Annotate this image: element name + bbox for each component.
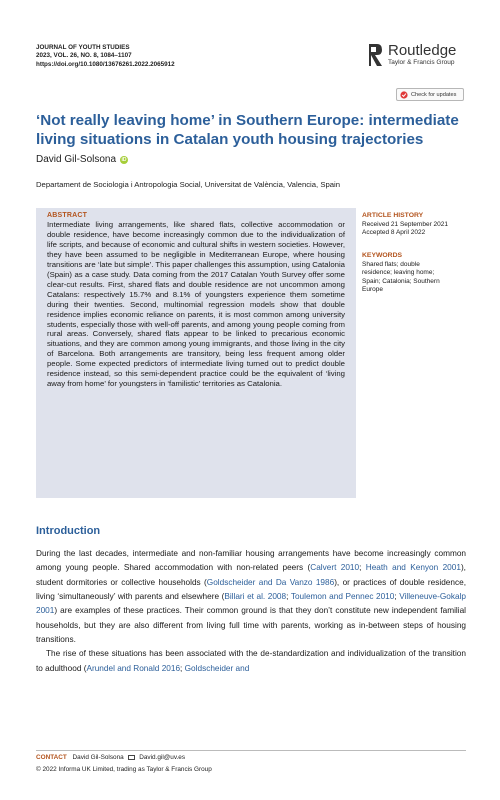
orcid-icon[interactable]: iD	[121, 156, 127, 163]
keywords-line: Shared flats; double	[362, 260, 420, 268]
author-line	[36, 154, 128, 165]
citation-link[interactable]: Calvert 2010	[310, 563, 360, 573]
section-heading-introduction: Introduction	[36, 525, 101, 537]
text-run: ;	[286, 592, 291, 602]
keywords-line: Europe	[362, 286, 383, 294]
paragraph	[36, 547, 466, 647]
mail-icon	[128, 755, 135, 760]
article-title: ‘Not really leaving home’ in Southern Europe: intermediate living situations in Catalan youth housing trajectories	[36, 112, 459, 148]
volume-line: 2023, VOL. 26, NO. 8, 1084–1107	[36, 52, 132, 60]
keywords	[362, 252, 440, 295]
citation-link[interactable]: Toulemon and Pennec 2010	[290, 592, 395, 602]
publisher-name: Routledge	[388, 42, 457, 59]
citation-link[interactable]: Arundel and Ronald 2016	[86, 663, 181, 673]
citation-link[interactable]: Goldscheider and	[184, 663, 250, 673]
keywords-line: residence; leaving home;	[362, 269, 435, 277]
check-updates-button[interactable]	[396, 88, 464, 101]
contact-email[interactable]: David.gil@uv.es	[139, 754, 186, 761]
journal-header	[36, 44, 175, 69]
text-run: ;	[359, 563, 366, 573]
text-run: ), or practices of double residence, living ‘simultaneously’ with parents and elsewhere (	[36, 577, 466, 602]
article-history-heading: ARTICLE HISTORY	[362, 212, 424, 219]
check-updates-label: Check for updates	[411, 91, 457, 98]
accepted-date: Accepted 8 April 2022	[362, 229, 426, 237]
publisher-group: Taylor & Francis Group	[388, 59, 455, 66]
contact-label: CONTACT	[36, 754, 67, 761]
publisher-logo	[368, 42, 456, 68]
text-run: ) are examples of these practices. Their common ground is that they don’t constitute new independent familial households, but they are also different from living full time with parents, working as in-between steps of housing transitions.	[36, 606, 466, 645]
contact-line	[36, 754, 466, 761]
routledge-logo-icon	[368, 42, 383, 68]
paragraph	[36, 647, 466, 676]
page-footer	[36, 750, 466, 773]
text-run: During the last decades, intermediate and non-familiar housing arrangements have become increasingly common among young people. Shared accommodation with non-related peers (	[36, 549, 466, 573]
text-run: ;	[180, 663, 185, 673]
citation-link[interactable]: Villeneuve-Gokalp 2001	[36, 592, 467, 616]
affiliation: Departament de Sociologia i Antropologia Social, Universitat de València, Valencia, Spain	[36, 180, 340, 189]
citation-link[interactable]: Heath and Kenyon 2001	[365, 563, 461, 573]
text-run: The rise of these situations has been associated with the de-standardization and individualization of the transition to adulthood (	[36, 649, 466, 673]
text-run: ), student dormitories or collective households (	[36, 563, 466, 587]
check-updates-icon	[400, 91, 408, 99]
received-date: Received 21 September 2021	[362, 220, 449, 228]
keywords-line: Spain; Catalonia; Southern	[362, 277, 440, 285]
citation-link[interactable]: Goldscheider and Da Vanzo 1986	[206, 577, 335, 587]
journal-name: JOURNAL OF YOUTH STUDIES	[36, 44, 130, 51]
article-history	[362, 212, 448, 238]
abstract-text: Intermediate living arrangements, like shared flats, collective accommodation or double residence, have become increasingly common due to the individualization of life scripts, and because of economic and cultural shifts in western societies. However, they have been assumed to be negligible in Mediterranean Europe, where housing transitions are ‘late but simple’. This paper challenges this assumption, using Catalonia (Spain) as a case study. Data coming from the 2017 Catalan Youth Survey offer some clear-cut results. First, shared flats and double residence are not uncommon among Catalans: respectively 15.7% and 8.1% of youngsters experience them sometime during their twenties. Second, multinomial regression models show that double residence implies economic reliance on parents, it is most common among university students, especially those with well-off parents, and among young people coming from rural areas. Conversely, shared flats appear to be linked to precarious economic situations, and they are common among young immigrants, and those living in the city of Barcelona. Both arrangements are transitory, being less frequent among older people. Some expected predictors of intermediate living turned out to predict double residence instead, so this semi-dependent practice could be the equivalent of ‘living away from home’ for youngsters in ‘familistic’ territories as Catalonia.	[47, 220, 345, 389]
abstract-heading: ABSTRACT	[47, 212, 88, 219]
copyright: © 2022 Informa UK Limited, trading as Taylor & Francis Group	[36, 766, 212, 773]
author-name[interactable]: David Gil-Solsona	[36, 154, 117, 165]
doi-link[interactable]: https://doi.org/10.1080/13676261.2022.2065912	[36, 60, 175, 68]
text-run: ;	[394, 592, 400, 602]
introduction-body	[36, 547, 466, 676]
keywords-heading: KEYWORDS	[362, 252, 403, 259]
citation-link[interactable]: Billari et al. 2008	[224, 592, 287, 602]
contact-name: David Gil-Solsona	[72, 754, 124, 761]
